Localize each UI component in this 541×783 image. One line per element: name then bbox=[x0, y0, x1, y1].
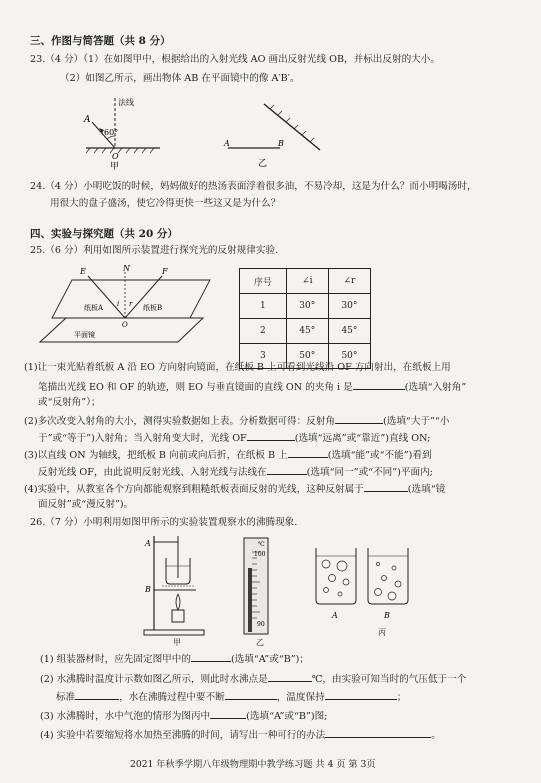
answer-blank[interactable] bbox=[364, 481, 408, 492]
label-b: B bbox=[145, 585, 151, 594]
q25-1-line-c: 或“反射角”）； bbox=[38, 397, 101, 408]
label-board-b: 纸板B bbox=[143, 304, 163, 312]
label-a: A bbox=[145, 539, 151, 548]
bubbles-b bbox=[375, 563, 402, 601]
label-e: E bbox=[80, 267, 86, 276]
q23-line2: （2）如图乙所示，画出物体 AB 在平面镜中的像 A′B′。 bbox=[60, 73, 300, 84]
q26-4-tail: 。 bbox=[431, 730, 441, 741]
table-cell: 3 bbox=[240, 344, 287, 369]
table-cell: 45° bbox=[286, 319, 328, 344]
q25-4-tail: (选填“镜 bbox=[407, 484, 446, 495]
table-header-cell: ∠r bbox=[328, 269, 370, 294]
q25-3b-tail: (选填“同一”或“不同”)平面内; bbox=[306, 467, 433, 478]
label-o: O bbox=[122, 321, 128, 329]
answer-blank[interactable] bbox=[191, 651, 231, 662]
point-a-label: A bbox=[84, 115, 91, 125]
q25-2-line-a bbox=[24, 413, 449, 428]
figure-boiling-apparatus bbox=[142, 532, 214, 640]
stand-base bbox=[144, 630, 204, 635]
q24-line2: 用很大的盘子盛汤，使它冷得更快一些这又是为什么？ bbox=[50, 198, 281, 209]
q26-3-text: (3) 水沸腾时，水中气泡的情形为图丙中 bbox=[40, 711, 211, 722]
q25-4-line-b: 面反射”或“漫反射”)。 bbox=[38, 499, 134, 510]
figure-mirror-yi bbox=[218, 98, 328, 170]
bubbles-a bbox=[322, 560, 349, 596]
q25-4-line-a bbox=[24, 481, 445, 496]
q26-2b-text: 标准 bbox=[56, 692, 76, 703]
answer-blank[interactable] bbox=[210, 708, 246, 719]
fig26-yi-label: 乙 bbox=[256, 638, 264, 647]
page-footer: 2021 年秋季学期八年级物理期中教学练习题 共 4 页 第 3页 bbox=[130, 759, 376, 770]
fig26-bing-label: 丙 bbox=[378, 628, 386, 637]
plane-mirror bbox=[264, 104, 320, 150]
q26-4-line bbox=[40, 727, 441, 742]
q26-1-tail: (选填“A”或“B”)； bbox=[230, 654, 309, 665]
figure-thermometer bbox=[240, 536, 276, 638]
q23-line1: 23.（4 分）（1）在如图甲中，根据给出的入射光线 AO 画出反射光线 OB，并标出反射的大小。 bbox=[30, 54, 440, 65]
table-header-cell: ∠i bbox=[286, 269, 328, 294]
fig-jia-label: 甲 bbox=[110, 162, 120, 170]
q26-2-line-b bbox=[56, 689, 406, 704]
q25-1-line-a: (1)让一束光贴着纸板 A 沿 EO 方向射向镜面，在纸板 B 上可看到光线沿 OF 方向射出，在纸板上用 bbox=[24, 362, 451, 373]
table-row bbox=[240, 294, 371, 319]
angle-label: 60° bbox=[104, 128, 119, 137]
answer-blank[interactable] bbox=[247, 430, 295, 441]
q26-intro: 26.（7 分）小明利用如图甲所示的实验装置观察水的沸腾现象. bbox=[30, 517, 298, 528]
q26-2b-mid2: ，温度保持 bbox=[276, 692, 325, 703]
reflection-data-table bbox=[239, 268, 371, 369]
label-i: i bbox=[117, 300, 120, 308]
beaker-a-label: A bbox=[332, 611, 338, 620]
q25-3b-text: 反射光线 OF，由此说明反射光线、入射光线与法线在 bbox=[38, 467, 267, 478]
beaker-a bbox=[316, 548, 356, 604]
q26-2-tail: ℃，由实验可知当时的气压低于一个 bbox=[311, 674, 467, 685]
section4-title: 四、实验与探究题（共 20 分） bbox=[30, 228, 178, 240]
answer-blank[interactable] bbox=[325, 727, 431, 738]
table-header-cell: 序号 bbox=[240, 269, 287, 294]
label-mirror: 平面镜 bbox=[74, 331, 95, 339]
answer-blank[interactable] bbox=[75, 689, 119, 700]
fig-yi-label: 乙 bbox=[258, 159, 268, 169]
q25-intro: 25.（6 分）利用如图所示装置进行探究光的反射规律实验. bbox=[30, 245, 279, 256]
q26-2-text: (2) 水沸腾时温度计示数如图乙所示，则此时水沸点是 bbox=[40, 674, 268, 685]
table-cell: 45° bbox=[328, 319, 370, 344]
figure-reflection-jia bbox=[80, 92, 200, 170]
board-outline bbox=[52, 280, 210, 318]
unit-label: ℃ bbox=[258, 541, 265, 548]
point-b2-label: B bbox=[278, 139, 284, 148]
point-a2-label: A bbox=[224, 139, 230, 148]
answer-blank[interactable] bbox=[288, 447, 328, 458]
point-o-label: O bbox=[112, 152, 119, 161]
q25-2-text: (2)多次改变入射角的大小，测得实验数据如上表。分析数据可得：反射角 bbox=[24, 416, 335, 427]
q26-4-text: (4) 实验中若要缩短将水加热至沸腾的时间，请写出一种可行的办法 bbox=[40, 730, 326, 741]
table-cell: 1 bbox=[240, 294, 287, 319]
q25-3-text: (3)以直线 ON 为轴线，把纸板 B 向前或向后折，在纸板 B 上 bbox=[24, 450, 288, 461]
figure-reflection-apparatus bbox=[38, 262, 213, 347]
label-f: F bbox=[162, 267, 168, 276]
q25-1-line-b bbox=[38, 379, 466, 394]
beaker-b-label: B bbox=[384, 611, 390, 620]
q26-1-line bbox=[40, 651, 309, 666]
answer-blank[interactable] bbox=[335, 413, 383, 424]
table-header-row bbox=[240, 269, 371, 294]
mirror-hatch-yi bbox=[270, 105, 314, 142]
q26-3-line bbox=[40, 708, 327, 723]
answer-blank[interactable] bbox=[267, 464, 307, 475]
mercury-column bbox=[248, 568, 252, 632]
q25-2b-tail: (选填“远离”或“靠近”)直线 ON; bbox=[294, 433, 431, 444]
q25-3-line-b bbox=[38, 464, 433, 479]
table-cell: 30° bbox=[328, 294, 370, 319]
tick-90-label: 90 bbox=[257, 621, 265, 628]
q25-4-text: (4)实验中，从教室各个方向都能观察到粗糙纸板表面反射的光线，这种反射属于 bbox=[24, 484, 364, 495]
q25-2b-text: 于”或“等于”)入射角；当入射角变大时，光线 OF bbox=[38, 433, 247, 444]
table-cell: 50° bbox=[328, 344, 370, 369]
answer-blank[interactable] bbox=[268, 671, 312, 682]
q26-2-line-a bbox=[40, 671, 466, 686]
q25-3-tail: (选填“能”或“不能”)看到 bbox=[327, 450, 432, 461]
q25-1-text: 笔描出光线 EO 和 OF 的轨迹，则 EO 与垂直镜面的直线 ON 的夹角 i 是 bbox=[38, 382, 353, 393]
q26-2b-mid: ，水在沸腾过程中要不断 bbox=[119, 692, 225, 703]
label-board-a: 纸板A bbox=[84, 304, 104, 312]
fig26-jia-label: 甲 bbox=[173, 638, 181, 647]
tick-100-label: 100 bbox=[254, 551, 266, 558]
q24-line1: 24.（4 分）小明吃饭的时候，妈妈做好的热汤表面浮着很多油，不易冷却，这是为什么？而小明喝汤时， bbox=[30, 181, 477, 192]
label-r: r bbox=[129, 300, 133, 308]
answer-blank[interactable] bbox=[353, 379, 405, 390]
table-cell: 30° bbox=[286, 294, 328, 319]
table-row bbox=[240, 319, 371, 344]
q25-3-line-a bbox=[24, 447, 432, 462]
q25-1-tail: (选填“入射角” bbox=[404, 382, 467, 393]
answer-blank[interactable] bbox=[225, 689, 277, 700]
alcohol-lamp bbox=[172, 610, 184, 622]
q26-2b-tail: ； bbox=[396, 692, 407, 703]
figure-bubbles bbox=[312, 544, 412, 624]
mirror-hatch bbox=[86, 148, 154, 153]
q25-2-line-b bbox=[38, 430, 430, 445]
label-n: N bbox=[123, 264, 130, 273]
section3-title: 三、作图与简答题（共 8 分） bbox=[30, 35, 171, 47]
answer-blank[interactable] bbox=[325, 689, 397, 700]
flame bbox=[176, 594, 180, 610]
q26-1-text: (1) 组装器材时，应先固定图甲中的 bbox=[40, 654, 191, 665]
table-cell: 50° bbox=[286, 344, 328, 369]
normal-label: 法线 bbox=[118, 98, 134, 107]
q25-2-tail: (选填“大于”“小 bbox=[383, 416, 450, 427]
table-cell: 2 bbox=[240, 319, 287, 344]
q26-3-tail: (选填“A”或“B”)图; bbox=[246, 711, 328, 722]
